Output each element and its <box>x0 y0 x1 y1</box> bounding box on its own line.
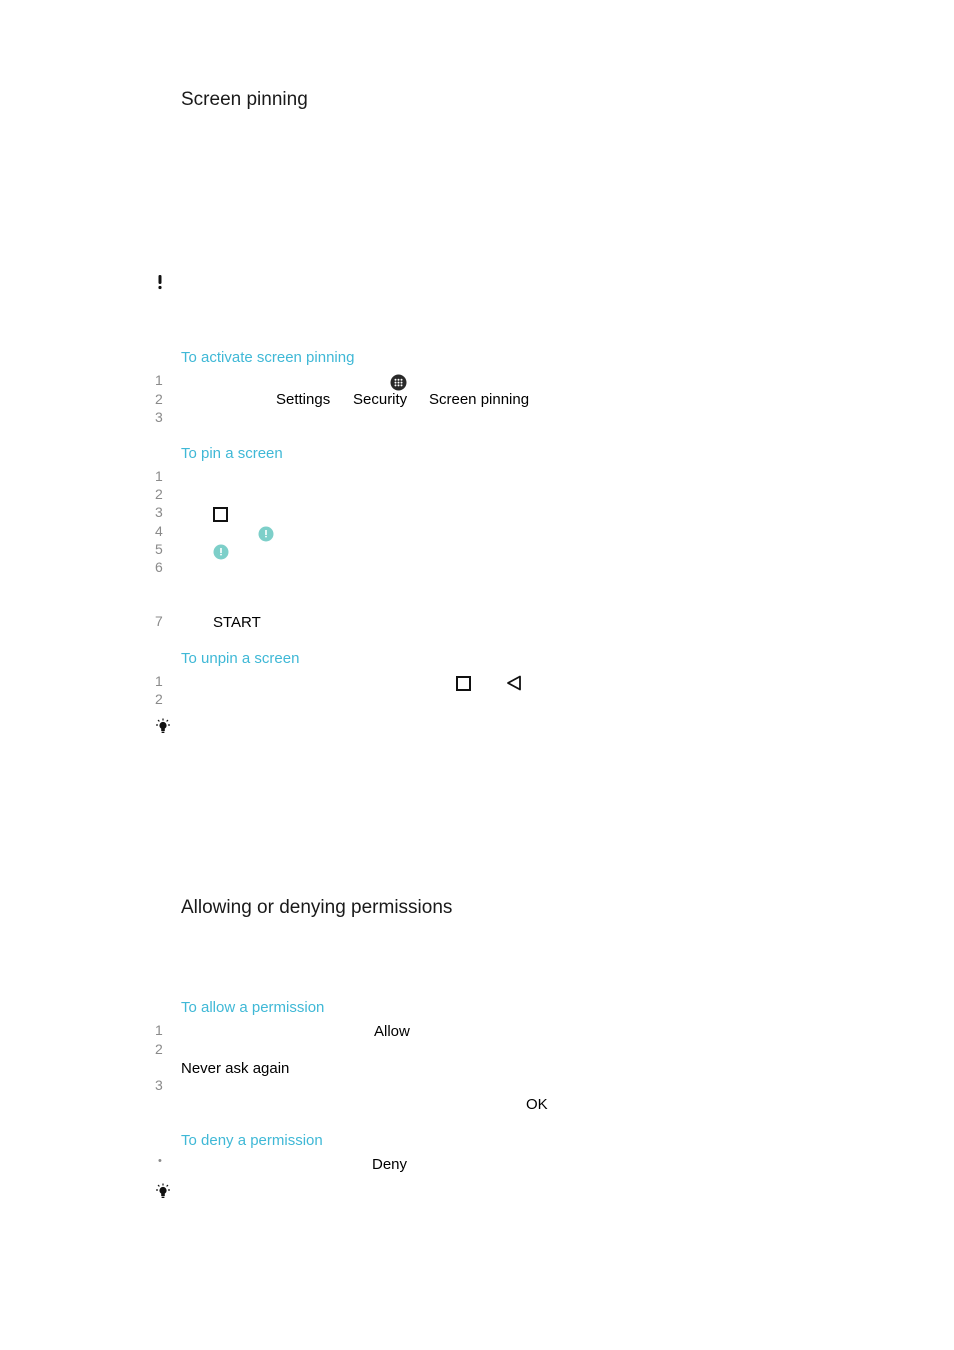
pin-icon <box>258 526 274 542</box>
lightbulb-icon <box>155 718 171 735</box>
app-grid-icon <box>390 374 407 391</box>
step-number: 7 <box>155 613 163 629</box>
step-number: 3 <box>155 409 163 425</box>
step-number: 2 <box>155 486 163 502</box>
deny-label: Deny <box>372 1156 408 1173</box>
step-number: 1 <box>155 1022 163 1038</box>
section-title-permissions: Allowing or denying permissions <box>181 897 453 918</box>
back-triangle-icon <box>506 675 522 691</box>
step-number: 5 <box>155 541 163 557</box>
screen-pinning-label: Screen pinning <box>429 391 530 408</box>
step-number: 1 <box>155 372 163 388</box>
heading-unpin-a-screen: To unpin a screen <box>181 650 300 667</box>
never-ask-again-label: Never ask again <box>181 1060 290 1077</box>
ok-label: OK <box>526 1096 548 1113</box>
step-number: 2 <box>155 691 163 707</box>
overview-square-icon <box>456 676 471 691</box>
overview-square-icon <box>213 507 228 522</box>
exclamation-icon <box>156 274 164 290</box>
start-label: START <box>213 614 261 631</box>
lightbulb-icon <box>155 1183 171 1200</box>
settings-label: Settings <box>276 391 331 408</box>
heading-allow-permission: To allow a permission <box>181 999 325 1016</box>
step-number: 1 <box>155 673 163 689</box>
step-number: 3 <box>155 1077 163 1093</box>
section-title-screen-pinning: Screen pinning <box>181 89 308 110</box>
security-label: Security <box>353 391 408 408</box>
heading-pin-a-screen: To pin a screen <box>181 445 283 462</box>
heading-activate-screen-pinning: To activate screen pinning <box>181 349 355 366</box>
step-number: 3 <box>155 504 163 520</box>
step-number: 4 <box>155 523 163 539</box>
step-number: 2 <box>155 391 163 407</box>
step-number: 6 <box>155 559 163 575</box>
bullet: • <box>158 1155 162 1167</box>
heading-deny-permission: To deny a permission <box>181 1132 323 1149</box>
step-number: 2 <box>155 1041 163 1057</box>
pin-icon <box>213 544 229 560</box>
allow-label: Allow <box>374 1023 410 1040</box>
step-number: 1 <box>155 468 163 484</box>
